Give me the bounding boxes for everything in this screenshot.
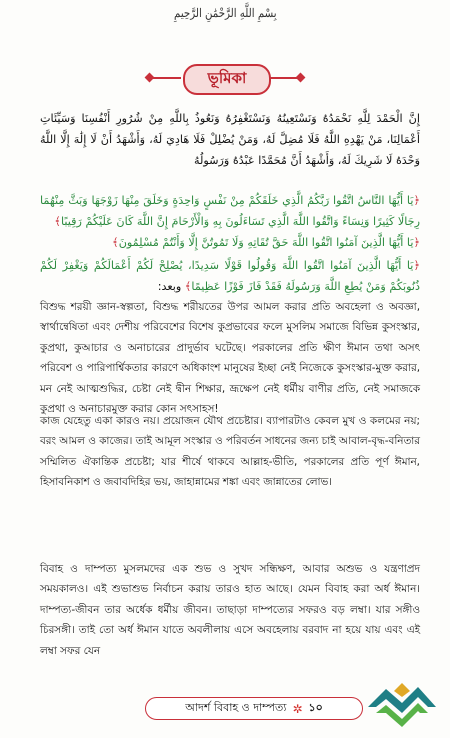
title-ornament-dot-right: [296, 73, 306, 83]
verse-bracket-open: ﴿: [413, 259, 420, 272]
wabad-text: وبعد:: [157, 280, 182, 293]
footer-separator-icon: ✲: [292, 701, 303, 716]
quran-verse-3-text: يَا أَيُّهَا الَّذِينَ آمَنُوا اتَّقُوا اللَّهَ وَقُولُوا قَوْلًا سَدِيدًا، يُصْلِحْ لَكُمْ أَعْمَالَكُمْ وَيَغْفِرْ لَكُمْ ذُنُوبَكُمْ وَمَنْ يُطِعِ اللَّهَ وَرَسُولَهُ فَقَدْ فَازَ فَوْزًا عَظِيمًا: [40, 259, 420, 293]
publisher-logo-icon: [362, 677, 442, 731]
footer-book-title: আদর্শ বিবাহ ও দাম্পত্য: [185, 701, 287, 714]
verse-bracket-close: ﴾: [112, 236, 119, 249]
paragraph-2: কাজ যেহেতু একা কারও নয়। প্রয়োজন যৌথ প্রচেষ্টার। ব্যাপারটাও কেবল মুখ ও কলমের নয়; বরং আমল ও কাজের। তাই আমূল সংস্কার ও পরিবর্তন সাধনের জন্য চাই আবাল-বৃদ্ধ-বনিতার সম্মিলিত ঐকান্তিক প্রচেষ্টা; যার শীর্ষে থাকবে আল্লাহ-ভীতি, পরকালের প্রতি পূর্ণ ঈমান, হিসাবনিকাশ ও জবাবদিহির ভয়, জাহান্নামের শঙ্কা এবং জান্নাতের লোভ।: [40, 415, 421, 489]
quran-verse-1: [40, 190, 420, 232]
verse-bracket-open: ﴿: [413, 236, 420, 249]
page-title-box: [183, 64, 271, 95]
paragraph-3: বিবাহ ও দাম্পত্য মুসলমদের এক শুভ ও সুখদ সন্ধিক্ষণ, আবার অশুভ ও যন্ত্রণাপ্রদ সময়কালও। এই শুভাশুভ নির্বাচন করায় তারও হাত আছে। যেমন বিবাহ করা অর্ধ ঈমান। দাম্পত্য-জীবন তার অর্ধেক ধর্মীয় জীবন। তাছাড়া দাম্পত্যের সফরও বড় লম্বা। যার সঙ্গীও চিরসঙ্গী। তাই তো অর্ধ ঈমান যাতে অবলীলায় এসে অবহেলায় বরবাদ না হয়ে যায় এবং এই লম্বা সফর যেন: [40, 563, 420, 657]
footer-running-title: [145, 697, 363, 720]
verse-bracket-close: ﴾: [184, 280, 192, 293]
page-title: ভূমিকা: [207, 69, 247, 87]
basmala: بِسْمِ اللَّهِ الرَّحْمَٰنِ الرَّحِيمِ: [173, 6, 277, 20]
page-number: ১০: [308, 701, 323, 714]
title-ornament-left: [151, 77, 181, 79]
quran-verse-1-text: يَا أَيُّهَا النَّاسُ اتَّقُوا رَبَّكُمُ الَّذِي خَلَقَكُمْ مِنْ نَفْسٍ وَاحِدَةٍ وَخَلَقَ مِنْهَا زَوْجَهَا وَبَثَّ مِنْهُمَا رِجَالًا كَثِيرًا وَنِسَاءً وَاتَّقُوا اللَّهَ الَّذِي تَسَاءَلُونَ بِهِ وَالْأَرْحَامَ إِنَّ اللَّهَ كَانَ عَلَيْكُمْ رَقِيبًا: [40, 194, 420, 228]
title-ornament-dot-left: [145, 73, 155, 83]
quran-verse-2: [40, 232, 420, 253]
verse-bracket-close: ﴾: [54, 215, 61, 228]
paragraph-1: বিশুদ্ধ শরয়ী জ্ঞান-স্বল্পতা, বিশুদ্ধ শরীয়তের উপর আমল করার প্রতি অবহেলা ও অবজ্ঞা, স্বার্থান্বেষিতা এবং দেশীয় পরিবেশের বিশেষ কুপ্রভাবের ফলে মুসলিম সমাজে বিভিন্ন কুসংস্কার, কুপ্রথা, কুআচার ও অনাচারের প্রাদুর্ভাব ঘটেছে। পরকালের প্রতি ক্ষীণ ঈমান তথা অসৎ পরিবেশ ও পারিপার্শ্বিকতার কারণে অধিকাংশ মানুষের ইচ্ছা নেই নিজেকে কুসংস্কার-মুক্ত করার, মন নেই আত্মশুদ্ধির, চেষ্টা নেই দ্বীন শিক্ষার, ভ্রূক্ষেপ নেই ধর্মীয় বাণীর প্রতি, নেই সমাজকে কুপ্রথা ও অনাচারমুক্ত করার কোন সৎসাহস!: [40, 301, 420, 416]
quran-verse-2-text: يَا أَيُّهَا الَّذِينَ آمَنُوا اتَّقُوا اللَّهَ حَقَّ تُقَاتِهِ وَلَا تَمُوتُنَّ إِلَّا وَأَنْتُمْ مُسْلِمُونَ: [118, 236, 414, 249]
quran-verse-3: [40, 255, 420, 297]
arabic-opening-sermon: إِنَّ الْحَمْدَ لِلَّهِ نَحْمَدُهُ وَنَسْتَعِينُهُ وَنَسْتَغْفِرُهُ وَنَعُوذُ بِاللَّهِ مِنْ شُرُورِ أَنْفُسِنَا وَسَيِّئَاتِ أَعْمَالِنَا، مَنْ يَهْدِهِ اللَّهُ فَلَا مُضِلَّ لَهُ، وَمَنْ يُضْلِلْ فَلَا هَادِيَ لَهُ، وَأَشْهَدُ أَنْ لَا إِلَٰهَ إِلَّا اللَّهُ وَحْدَهُ لَا شَرِيكَ لَهُ، وَأَشْهَدُ أَنَّ مُحَمَّدًا عَبْدُهُ وَرَسُولُهُ: [40, 112, 420, 167]
verse-bracket-open: ﴿: [413, 194, 420, 207]
